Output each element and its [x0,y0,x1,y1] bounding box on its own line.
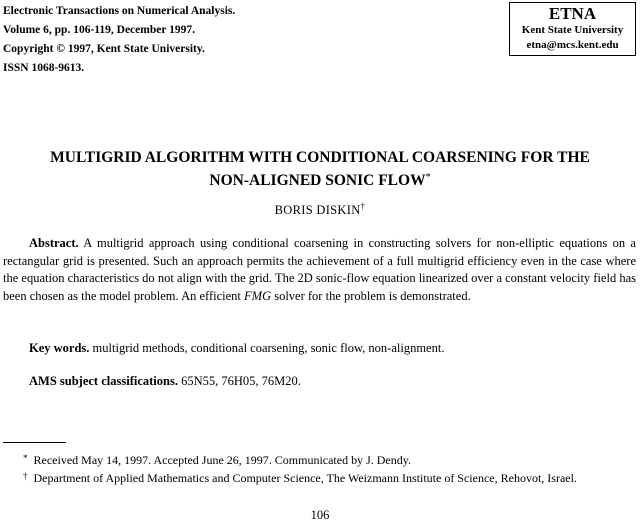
footnote-received [3,450,636,469]
abstract-text-1: A multigrid approach using conditional coarsening in constructing solvers for non-elliptic equations on a rectangular grid is presented. Such an approach permits the achievement of a full multigrid efficiency even in the case where the equation characteristics do not align with the grid. The 2D sonic-flow equation linearized over a constant velocity field has been chosen as the model problem. An efficient [3,236,636,303]
paper-title [0,148,640,191]
page-number: 106 [310,508,330,522]
journal-name: Electronic Transactions on Numerical Analysis. [3,5,236,17]
etna-box [509,2,636,56]
footnote-1-text: Received May 14, 1997. Accepted June 26, 1997. Communicated by J. Dendy. [33,453,411,467]
etna-email: etna@mcs.kent.edu [526,39,619,51]
footnote-2-mark: † [23,471,28,481]
key-words-label: Key words. [29,341,90,355]
title-line-2-text: NON-ALIGNED SONIC FLOW [209,172,426,189]
footnote-1-mark: * [23,453,28,463]
footnote-affiliation [3,468,636,487]
abstract-label: Abstract. [29,236,79,250]
volume-info: Volume 6, pp. 106-119, December 1997. [3,24,195,36]
footnote-rule [3,442,66,443]
copyright-line: Copyright © 1997, Kent State University. [3,43,205,55]
fmg-term: FMG [244,288,272,303]
author-name: BORIS DISKIN [274,203,361,217]
title-line-2 [0,168,640,191]
key-words [29,341,444,356]
author [0,201,640,218]
abstract [3,235,636,305]
ams-text: 65N55, 76H05, 76M20. [177,374,301,388]
etna-title: ETNA [548,4,597,23]
issn-line: ISSN 1068-9613. [3,62,85,74]
ams-label: AMS subject classifications. [29,374,178,388]
ams-classifications [29,374,301,389]
author-footnote-mark: † [360,201,366,211]
title-line-1: MULTIGRID ALGORITHM WITH CONDITIONAL COARSENING FOR THE [50,149,590,166]
title-footnote-mark: * [425,172,431,183]
abstract-text-2: solver for the problem is demonstrated. [271,288,471,303]
footnote-2-text: Department of Applied Mathematics and Computer Science, The Weizmann Institute of Science, Rehovot, Israel. [33,471,577,485]
key-words-text: multigrid methods, conditional coarsening, sonic flow, non-alignment. [89,341,445,355]
etna-institution: Kent State University [521,24,624,36]
journal-header [3,2,235,78]
